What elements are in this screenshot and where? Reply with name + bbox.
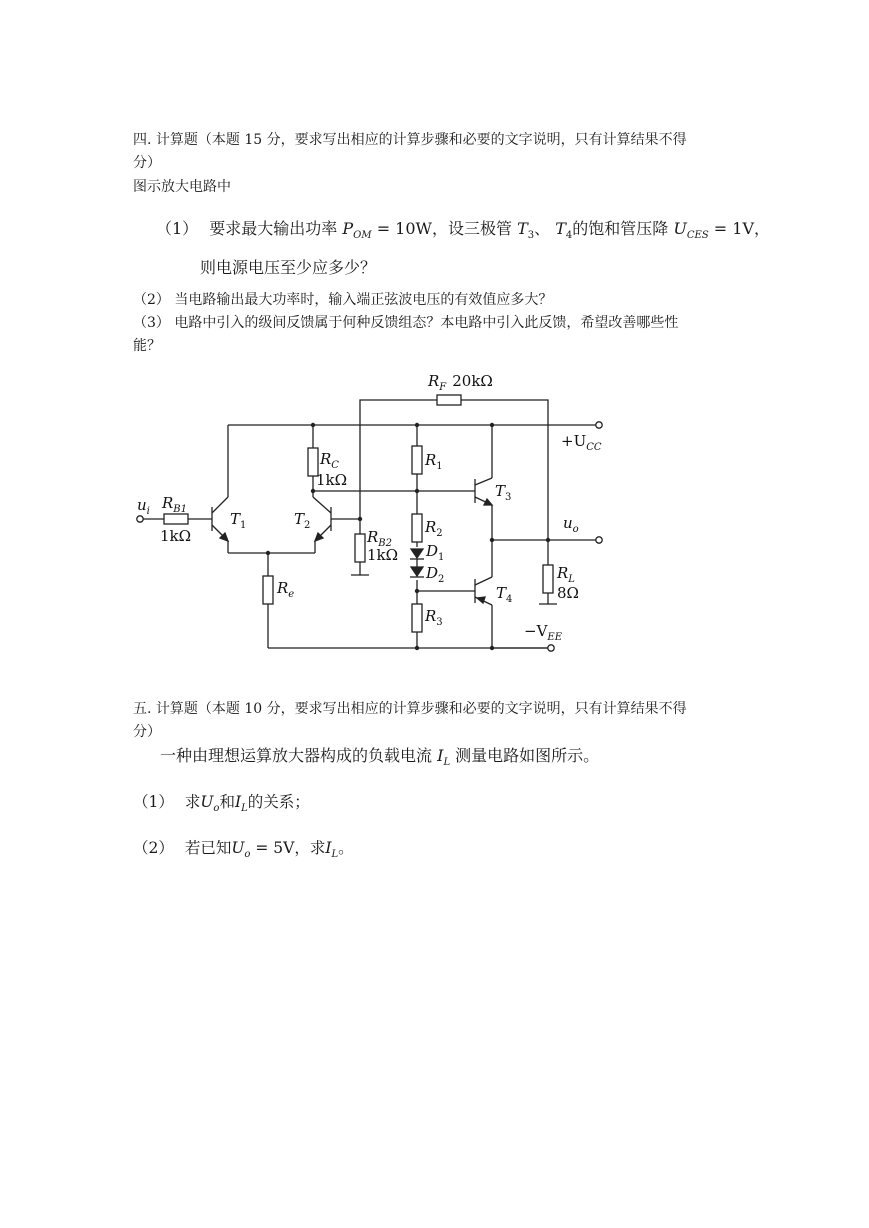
label-t2: $T_2$ [294, 510, 311, 531]
label-vcc: $+U_{CC}$ [561, 432, 602, 453]
label-rb2-value: 1kΩ [367, 546, 399, 564]
resistor-rb1 [164, 514, 188, 524]
q4-part1-text-a: 要求最大输出功率 [209, 219, 338, 238]
diode-d2 [411, 567, 423, 576]
il-subscript-3: L [331, 849, 339, 861]
diodes [410, 549, 424, 577]
resistors [164, 395, 553, 632]
resistor-rl [543, 565, 553, 593]
resistor-rb2 [355, 534, 365, 562]
t4-symbol: T [555, 219, 566, 238]
q5-heading-cont: 分） [133, 724, 161, 740]
label-rl-value: 8Ω [557, 584, 579, 602]
q5-part2-text-c: 。 [338, 839, 354, 857]
transistor-t1 [212, 497, 228, 541]
transistor-t3 [475, 478, 492, 505]
uo-subscript: o [213, 803, 220, 815]
uo-value: = 5V [255, 839, 295, 857]
t3-symbol: T [517, 219, 528, 238]
q4-part3-num: （3） [133, 315, 170, 331]
t4-subscript: 4 [565, 230, 573, 242]
t3-subscript: 3 [527, 230, 535, 242]
label-uo: $u_o$ [563, 514, 579, 535]
circuit-wires [143, 400, 596, 648]
q5-intro [160, 743, 599, 768]
separator: 、 [534, 219, 551, 238]
label-t1: $T_1$ [230, 510, 247, 531]
terminal-input [137, 516, 143, 522]
q4-part1-line1 [156, 216, 770, 241]
label-rb1: $R_{B1}$ [162, 494, 188, 515]
il-symbol: I [437, 746, 444, 765]
resistor-re [263, 576, 273, 604]
transistors [212, 478, 492, 605]
uces-symbol: U [673, 219, 687, 238]
q4-part3-text: 电路中引入的级间反馈属于何种反馈组态？本电路中引入此反馈，希望改善哪些性 [174, 315, 679, 331]
q4-part1-line2: 则电源电压至少应多少？ [200, 258, 377, 277]
il-subscript: L [443, 757, 451, 769]
label-re: $R_e$ [277, 579, 295, 600]
label-vee: $-V_{EE}$ [524, 622, 563, 643]
label-r3: $R_3$ [425, 607, 443, 628]
circuit-labels [137, 372, 602, 643]
label-rb2: $R_{B2}$ [367, 528, 393, 549]
label-t3: $T_3$ [495, 482, 512, 503]
label-r1: $R_1$ [425, 451, 443, 472]
label-rc: $R_C$ [320, 450, 339, 471]
q4-part1-text-b: 的饱和管压降 [572, 219, 669, 238]
uo-symbol-2: U [231, 839, 245, 857]
q5-part2-num: （2） [133, 839, 174, 857]
uces-value: = 1V， [713, 219, 771, 238]
q4-part2-text: 当电路输出最大功率时，输入端正弦波电压的有效值应多大？ [174, 292, 553, 308]
resistor-r1 [412, 446, 422, 474]
q5-intro-text-b: 测量电路如图所示。 [455, 746, 600, 765]
label-t4: $T_4$ [496, 584, 513, 605]
diode-d1 [411, 549, 423, 558]
resistor-r3 [412, 604, 422, 632]
terminal-output [596, 537, 602, 543]
pom-value: = 10W，设三极管 [376, 219, 512, 238]
q5-part1-text-b: 和 [219, 793, 235, 811]
resistor-r2 [412, 514, 422, 542]
q4-part2 [133, 289, 552, 309]
label-rc-value: 1kΩ [316, 471, 348, 489]
q4-heading-cont: 分） [133, 155, 161, 171]
q5-part2 [133, 836, 354, 860]
q5-heading: 五. 计算题（本题 10 分，要求写出相应的计算步骤和必要的文字说明，只有计算结果不得 [133, 701, 687, 717]
uces-subscript: CES [686, 230, 709, 242]
terminal-vee [548, 645, 554, 651]
terminal-vcc [596, 422, 602, 428]
label-d2: $D_2$ [426, 564, 445, 585]
il-subscript-2: L [241, 803, 248, 815]
q5-intro-text-a: 一种由理想运算放大器构成的负载电流 [160, 746, 433, 765]
label-ui: $u_i$ [137, 496, 150, 517]
label-rl: $R_L$ [557, 564, 575, 585]
q4-heading: 四. 计算题（本题 15 分，要求写出相应的计算步骤和必要的文字说明，只有计算结果不得 [133, 132, 687, 148]
il-symbol-2: I [234, 793, 242, 811]
q4-part3 [133, 312, 678, 332]
q4-part2-num: （2） [133, 292, 170, 308]
transistor-t2 [313, 497, 331, 541]
q5-part2-text-b: ，求 [294, 839, 326, 857]
uo-symbol: U [200, 793, 214, 811]
label-rb1-value: 1kΩ [160, 527, 192, 545]
q5-part1 [133, 790, 310, 814]
amplifier-circuit-diagram [120, 360, 620, 660]
q5-part1-text-c: 的关系； [247, 793, 310, 811]
q4-intro: 图示放大电路中 [133, 179, 231, 195]
q5-part2-text-a: 若已知 [184, 839, 232, 857]
il-symbol-3: I [325, 839, 332, 857]
pom-symbol: P [342, 219, 354, 238]
transistor-t4 [475, 577, 492, 605]
label-rf: $R_F$ 20kΩ [428, 372, 493, 393]
resistor-rf [437, 395, 461, 405]
q5-part1-text-a: 求 [184, 793, 201, 811]
uo-subscript-2: o [244, 849, 251, 861]
pom-subscript: OM [353, 230, 372, 242]
label-d1: $D_1$ [426, 542, 445, 563]
q4-part1-num: （1） [156, 219, 199, 238]
q5-part1-num: （1） [133, 793, 174, 811]
label-r2: $R_2$ [425, 518, 443, 539]
q4-part3-cont: 能？ [133, 338, 161, 354]
